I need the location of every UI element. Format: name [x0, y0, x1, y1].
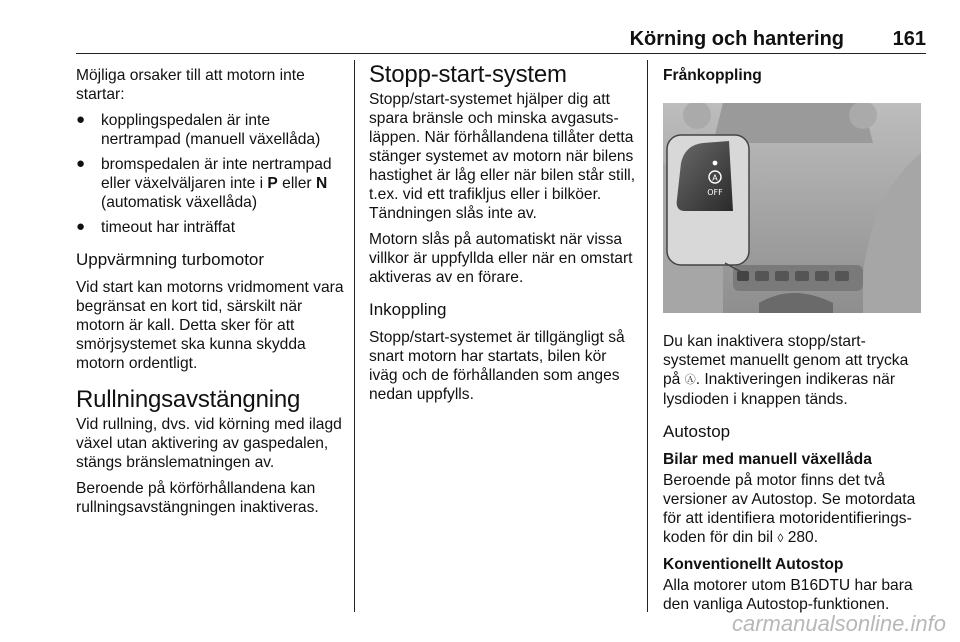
column-3 — [663, 66, 927, 621]
heading-inkoppling: Inkoppling — [369, 300, 447, 319]
list-item: ● bromspedalen är inte nertrampad eller växelväljaren inte i P eller N (automatisk växellåda) — [76, 155, 332, 211]
page-header — [76, 28, 926, 50]
autostop-text-2: Alla motorer utom B16DTU har bara den vanliga Autostop-funktionen. — [663, 577, 913, 613]
bullet-icon: ● — [76, 218, 86, 235]
rull-text-2: Beroende på körförhållandena kan rullningsavstängningen inaktiveras. — [76, 480, 319, 516]
turbo-text: Vid start kan motorns vridmoment vara begränsat en kort tid, särskilt när motorn är kall. Detta sker för att smörjsystemet ska kunna skydda motorn ordentligt. — [76, 279, 344, 372]
intro-text: Möjliga orsaker till att motorn inte startar: — [76, 67, 305, 103]
heading-rullningsavstangning: Rullningsavstängning — [76, 386, 301, 413]
button-off-label: OFF — [707, 188, 723, 197]
console-figure — [663, 103, 921, 313]
frankoppling-text: Du kan inaktivera stopp/start-systemet manuellt genom att trycka på Ⓐ. Inaktiveringen indikeras när lysdioden i knappen tänds. — [663, 333, 909, 408]
header-rule — [76, 53, 926, 54]
column-divider-1 — [354, 60, 355, 612]
autostop-text-1: Beroende på motor finns det två versioner av Autostop. Se motordata för att identifiera motoridentifieringskoden för din bil ◊ 280. — [663, 472, 916, 546]
heading-autostop: Autostop — [663, 422, 731, 441]
bullet-icon: ● — [76, 155, 86, 172]
heading-frankoppling: Frånkoppling — [663, 67, 762, 84]
page-number: 161 — [892, 28, 926, 50]
column-1 — [76, 66, 348, 524]
stopp-start-text-2: Motorn slås på automatiskt när vissa villkor är uppfyllda eller när en omstart aktiveras av en förare. — [369, 231, 633, 286]
heading-stopp-start: Stopp-start-system — [369, 61, 567, 88]
watermark: carmanualsonline.info — [731, 611, 946, 636]
list-item: ● timeout har inträffat — [76, 218, 236, 236]
bullet-icon: ● — [76, 111, 86, 128]
subheading-manuell: Bilar med manuell växellåda — [663, 451, 872, 468]
stopp-start-text-1: Stopp/start-systemet hjälper dig att spara bränsle och minska avgasutsläppen. När förhållandena tillåter detta stänger systemet av motorn när bilens hastighet är låg eller när bilen står still, t.ex. vid ett trafikljus eller i bilköer. Tändningen slås inte av. — [369, 91, 636, 222]
column-2 — [369, 61, 637, 411]
subheading-konventionellt: Konventionellt Autostop — [663, 556, 844, 573]
svg-text:A: A — [712, 173, 718, 183]
list-item: ● kopplingspedalen är inte nertrampad (manuell växellåda) — [76, 111, 321, 148]
cause-list — [76, 111, 348, 237]
cross-reference-icon: ◊ — [777, 531, 784, 545]
autostop-button-icon: Ⓐ — [684, 374, 696, 386]
header-title: Körning och hantering — [629, 28, 844, 50]
inkoppling-text: Stopp/start-systemet är tillgängligt så snart motorn har startats, bilen kör iväg och de förhållanden som anges nedan uppfylls. — [369, 329, 625, 403]
rull-text-1: Vid rullning, dvs. vid körning med ilagd växel utan aktivering av gaspedalen, stängs bränslematningen av. — [76, 416, 342, 471]
column-divider-2 — [647, 60, 648, 612]
heading-turbo: Uppvärmning turbomotor — [76, 250, 265, 269]
